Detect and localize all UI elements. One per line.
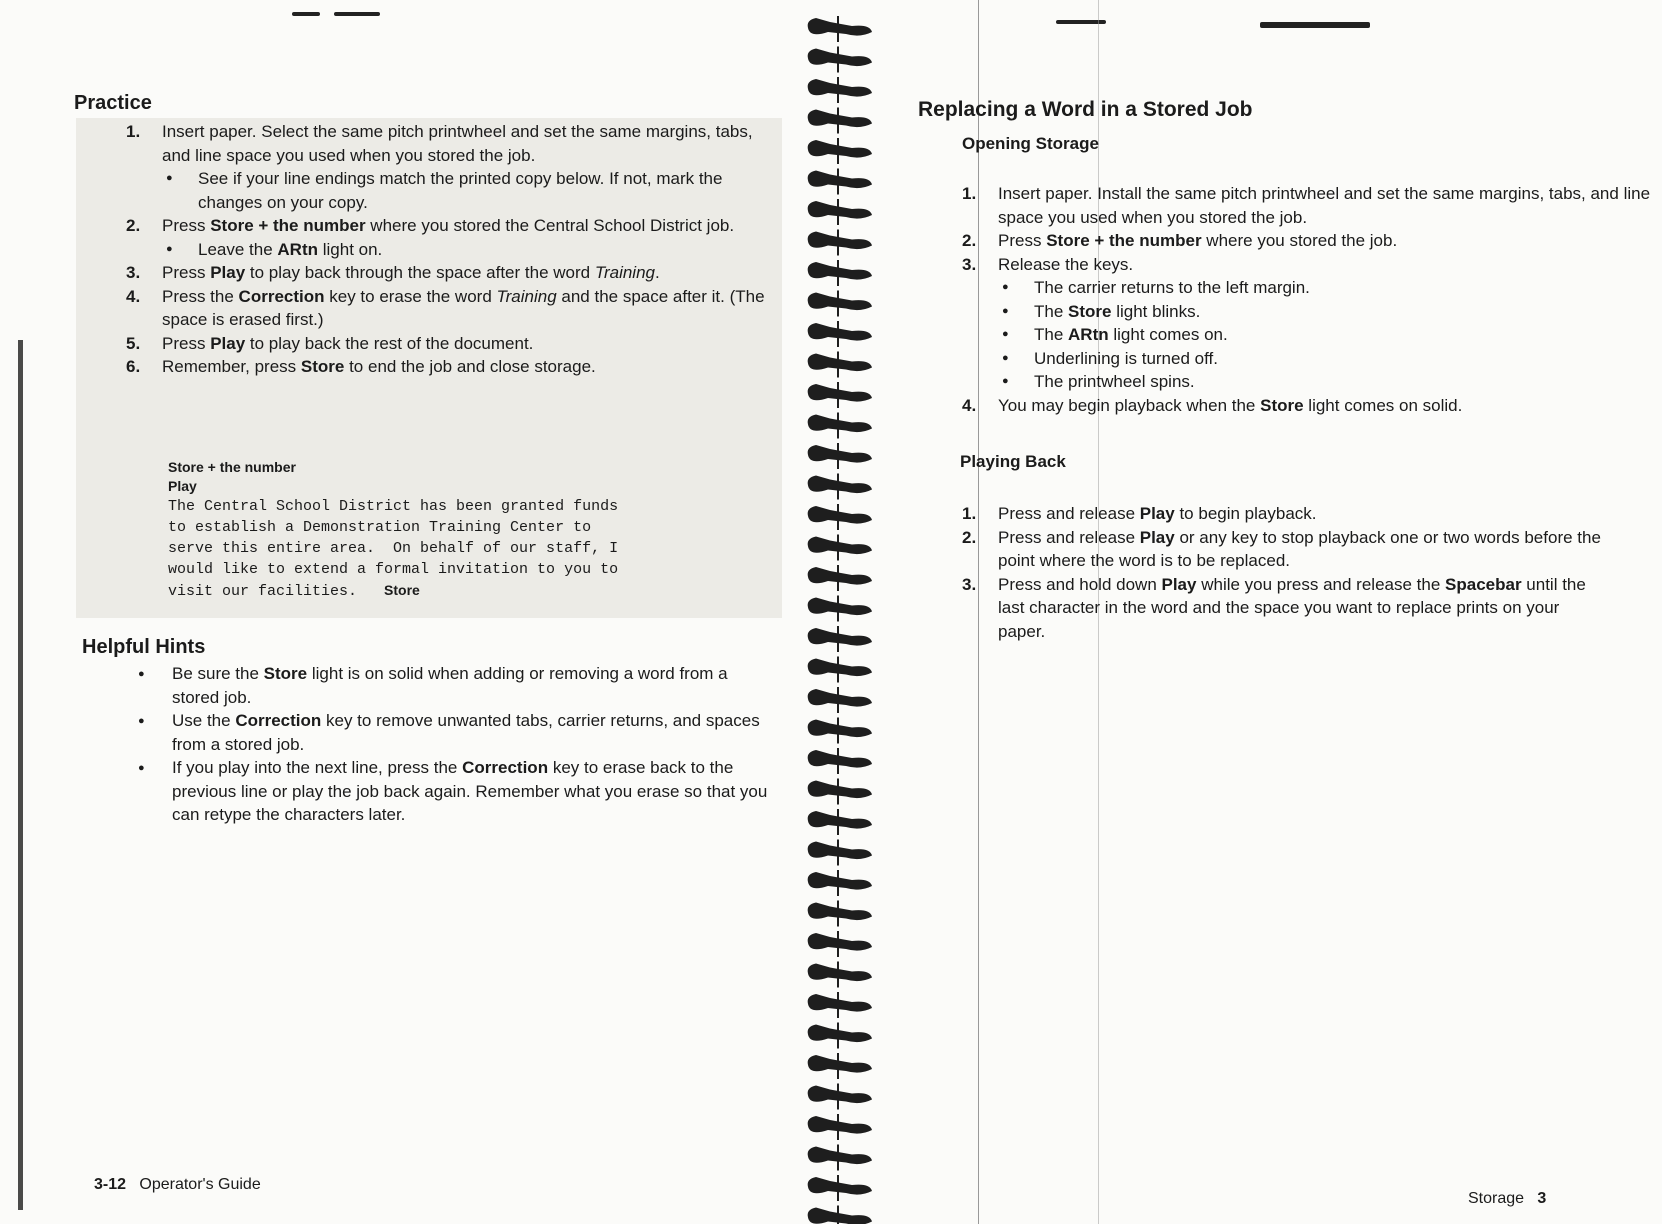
example-line: to establish a Demonstration Training Center to bbox=[168, 519, 592, 536]
practice-step bbox=[126, 355, 766, 379]
binding-coil bbox=[808, 779, 872, 805]
scan-edge bbox=[18, 340, 23, 1210]
bullet-text: Leave the bbox=[198, 239, 278, 259]
step-bullet bbox=[162, 238, 766, 262]
step-number: 5. bbox=[126, 333, 141, 353]
hint-text: key to erase back to the previous line or play the job back again. Remember what you erase so that you can retype the characters later. bbox=[172, 758, 768, 824]
binding-coil bbox=[808, 474, 872, 500]
binding-coil bbox=[808, 596, 872, 622]
example-key-label: Store bbox=[384, 582, 420, 598]
bullet-text: The carrier returns to the left margin. bbox=[1034, 278, 1310, 297]
binding-coil bbox=[808, 108, 872, 134]
step-bullet bbox=[162, 167, 766, 214]
scan-mark bbox=[292, 12, 320, 16]
binding-coil bbox=[808, 1053, 872, 1079]
step-text: and the space after it. (The space is erased first.) bbox=[162, 286, 765, 329]
left-page bbox=[0, 0, 800, 1224]
binding-coil bbox=[808, 748, 872, 774]
scan-mark bbox=[1260, 22, 1370, 28]
binding-coil bbox=[808, 199, 872, 225]
practice-step bbox=[126, 214, 766, 261]
playing-step bbox=[962, 573, 1602, 644]
binding-coil bbox=[808, 291, 872, 317]
hint-item bbox=[132, 662, 772, 709]
step-text: Press bbox=[998, 231, 1047, 250]
hint-text: key to remove unwanted tabs, carrier returns, and spaces from a stored job. bbox=[172, 711, 760, 754]
step-number: 2. bbox=[126, 216, 141, 235]
step-text: to play back through the space after the word bbox=[245, 263, 595, 282]
page-footer bbox=[1468, 1190, 1546, 1208]
step-text: Press and release bbox=[998, 527, 1140, 547]
step-text: Press bbox=[162, 333, 211, 353]
step-text: . bbox=[654, 263, 660, 282]
step-text: or any key to stop playback one or two words before the point where the word is to be replaced. bbox=[998, 527, 1601, 570]
key-name: Correction bbox=[235, 711, 322, 730]
section-title: Replacing a Word in a Stored Job bbox=[918, 98, 1253, 121]
binding-coil bbox=[808, 321, 872, 347]
key-name: Play bbox=[210, 263, 246, 282]
footer-title: Storage bbox=[1468, 1190, 1525, 1207]
playing-step bbox=[962, 502, 1602, 526]
practice-step bbox=[126, 332, 766, 356]
hints-heading: Helpful Hints bbox=[82, 636, 206, 658]
key-name: ARtn bbox=[1068, 325, 1109, 344]
example-key-label: Play bbox=[168, 478, 197, 494]
step-bullet bbox=[998, 370, 1662, 394]
binding-coil bbox=[808, 1023, 872, 1049]
binding-coil bbox=[808, 687, 872, 713]
step-number: 3. bbox=[962, 254, 977, 274]
example-document bbox=[168, 458, 768, 602]
key-name: Play bbox=[1139, 504, 1175, 523]
binding-coil bbox=[808, 962, 872, 988]
binding-coil bbox=[808, 260, 872, 286]
page-footer bbox=[94, 1176, 261, 1194]
step-text: to play back the rest of the document. bbox=[245, 333, 534, 353]
step-number: 3. bbox=[126, 263, 141, 282]
step-bullet bbox=[998, 300, 1662, 324]
step-text: You may begin playback when the bbox=[998, 395, 1261, 415]
step-number: 2. bbox=[962, 527, 977, 547]
page-number: 3 bbox=[1537, 1190, 1547, 1207]
page-number: 3-12 bbox=[94, 1176, 127, 1193]
emphasis: Training bbox=[496, 286, 557, 306]
binding-coil bbox=[808, 16, 872, 42]
step-text: until the last character in the word and the space you want to replace prints on your paper. bbox=[998, 574, 1586, 641]
key-name: Correction bbox=[462, 758, 549, 777]
step-number: 1. bbox=[126, 122, 141, 141]
step-text: to end the job and close storage. bbox=[344, 357, 596, 376]
hint-item bbox=[132, 709, 772, 756]
step-bullet bbox=[998, 347, 1662, 371]
step-text: Press bbox=[162, 216, 211, 235]
hint-text: Use the bbox=[172, 711, 236, 730]
example-line bbox=[168, 580, 768, 602]
practice-heading: Practice bbox=[74, 92, 152, 114]
hints-list bbox=[132, 662, 772, 827]
footer-title: Operator's Guide bbox=[139, 1176, 261, 1193]
hint-text: Be sure the bbox=[172, 664, 264, 683]
binding-coil bbox=[808, 565, 872, 591]
binding-coil bbox=[808, 352, 872, 378]
binding-coil bbox=[808, 718, 872, 744]
step-text: while you press and release the bbox=[1196, 574, 1446, 594]
spiral-binding bbox=[800, 0, 880, 1224]
step-text: Remember, press bbox=[162, 357, 301, 376]
step-text: key to erase the word bbox=[324, 286, 497, 306]
playing-steps bbox=[962, 502, 1602, 643]
key-name: Store + the number bbox=[1046, 231, 1202, 250]
step-number: 1. bbox=[962, 184, 977, 203]
playing-step bbox=[962, 526, 1602, 573]
step-text: Release the keys. bbox=[998, 254, 1134, 274]
step-number: 4. bbox=[962, 395, 977, 415]
practice-steps bbox=[126, 120, 766, 379]
key-name: Play bbox=[1139, 527, 1175, 547]
opening-step bbox=[962, 253, 1662, 394]
hint-item bbox=[132, 756, 772, 827]
key-name: Store bbox=[263, 664, 308, 683]
binding-coil bbox=[808, 931, 872, 957]
example-line: would like to extend a formal invitation to you to bbox=[168, 561, 619, 578]
hint-text: If you play into the next line, press the bbox=[172, 758, 463, 777]
binding-coil bbox=[808, 626, 872, 652]
key-name: Correction bbox=[238, 286, 325, 306]
example-line: The Central School District has been granted funds bbox=[168, 498, 619, 515]
binding-coil bbox=[808, 77, 872, 103]
binding-coil bbox=[808, 809, 872, 835]
emphasis: Training bbox=[594, 263, 655, 282]
step-number: 1. bbox=[962, 504, 977, 523]
step-text: where you stored the job. bbox=[1201, 231, 1398, 250]
step-text: light comes on solid. bbox=[1303, 395, 1463, 415]
hint-text: light is on solid when adding or removing a word from a stored job. bbox=[172, 664, 728, 707]
opening-step bbox=[962, 182, 1662, 229]
step-text: to begin playback. bbox=[1174, 504, 1317, 523]
bullet-text: light comes on. bbox=[1108, 325, 1228, 344]
step-text: where you stored the Central School District job. bbox=[365, 216, 735, 235]
key-name: Spacebar bbox=[1445, 574, 1522, 594]
binding-coil bbox=[808, 1145, 872, 1171]
example-key-label: Store + the number bbox=[168, 459, 296, 475]
key-name: Play bbox=[1161, 574, 1197, 594]
step-bullet bbox=[998, 276, 1662, 300]
step-text: Press bbox=[162, 263, 211, 282]
example-text: visit our facilities. bbox=[168, 583, 358, 600]
bullet-text: The bbox=[1034, 301, 1069, 321]
binding-coil bbox=[808, 992, 872, 1018]
binding-coil bbox=[808, 47, 872, 73]
key-name: Store bbox=[1260, 395, 1304, 415]
bullet-text: Underlining is turned off. bbox=[1034, 348, 1218, 368]
key-name: Store + the number bbox=[210, 216, 366, 235]
step-text: Insert paper. Install the same pitch printwheel and set the same margins, tabs, and line space you used when you stored the job. bbox=[998, 184, 1651, 227]
binding-coil bbox=[808, 840, 872, 866]
opening-step bbox=[962, 394, 1662, 418]
binding-coil bbox=[808, 1084, 872, 1110]
key-name: Store bbox=[1068, 301, 1112, 321]
binding-coil bbox=[808, 413, 872, 439]
binding-coil bbox=[808, 443, 872, 469]
binding-coil bbox=[808, 657, 872, 683]
scan-mark bbox=[334, 12, 380, 16]
binding-coil bbox=[808, 169, 872, 195]
step-text: Insert paper. Select the same pitch printwheel and set the same margins, tabs, and line space you used when you stored the job. bbox=[162, 122, 753, 165]
binding-coil bbox=[808, 870, 872, 896]
step-number: 2. bbox=[962, 231, 977, 250]
bullet-text: The bbox=[1034, 325, 1069, 344]
bullet-text: The printwheel spins. bbox=[1034, 372, 1195, 391]
binding-coil bbox=[808, 230, 872, 256]
key-name: ARtn bbox=[277, 239, 319, 259]
binding-coil bbox=[808, 535, 872, 561]
step-number: 3. bbox=[962, 574, 977, 594]
step-bullet bbox=[998, 323, 1662, 347]
step-number: 6. bbox=[126, 357, 141, 376]
example-line: serve this entire area. On behalf of our staff, I bbox=[168, 540, 619, 557]
binding-coil bbox=[808, 504, 872, 530]
bullet-text: light on. bbox=[318, 239, 383, 259]
practice-step bbox=[126, 261, 766, 285]
step-text: Press and hold down bbox=[998, 574, 1162, 594]
playing-back-heading: Playing Back bbox=[960, 452, 1066, 471]
opening-step bbox=[962, 229, 1662, 253]
bullet-text: light blinks. bbox=[1111, 301, 1201, 321]
binding-coil bbox=[808, 138, 872, 164]
bullet-text: See if your line endings match the printed copy below. If not, mark the changes on your copy. bbox=[198, 169, 723, 212]
practice-step bbox=[126, 285, 766, 332]
binding-coil bbox=[808, 1206, 872, 1224]
step-number: 4. bbox=[126, 286, 141, 306]
binding-coil bbox=[808, 901, 872, 927]
binding-coil bbox=[808, 1175, 872, 1201]
key-name: Store bbox=[300, 357, 345, 376]
binding-coil bbox=[808, 382, 872, 408]
right-page bbox=[880, 0, 1651, 1224]
key-name: Play bbox=[210, 333, 246, 353]
step-text: Press and release bbox=[998, 504, 1140, 523]
step-text: Press the bbox=[162, 286, 239, 306]
practice-step bbox=[126, 120, 766, 214]
binding-coil bbox=[808, 1114, 872, 1140]
opening-storage-heading: Opening Storage bbox=[962, 134, 1099, 153]
opening-steps bbox=[962, 182, 1662, 417]
